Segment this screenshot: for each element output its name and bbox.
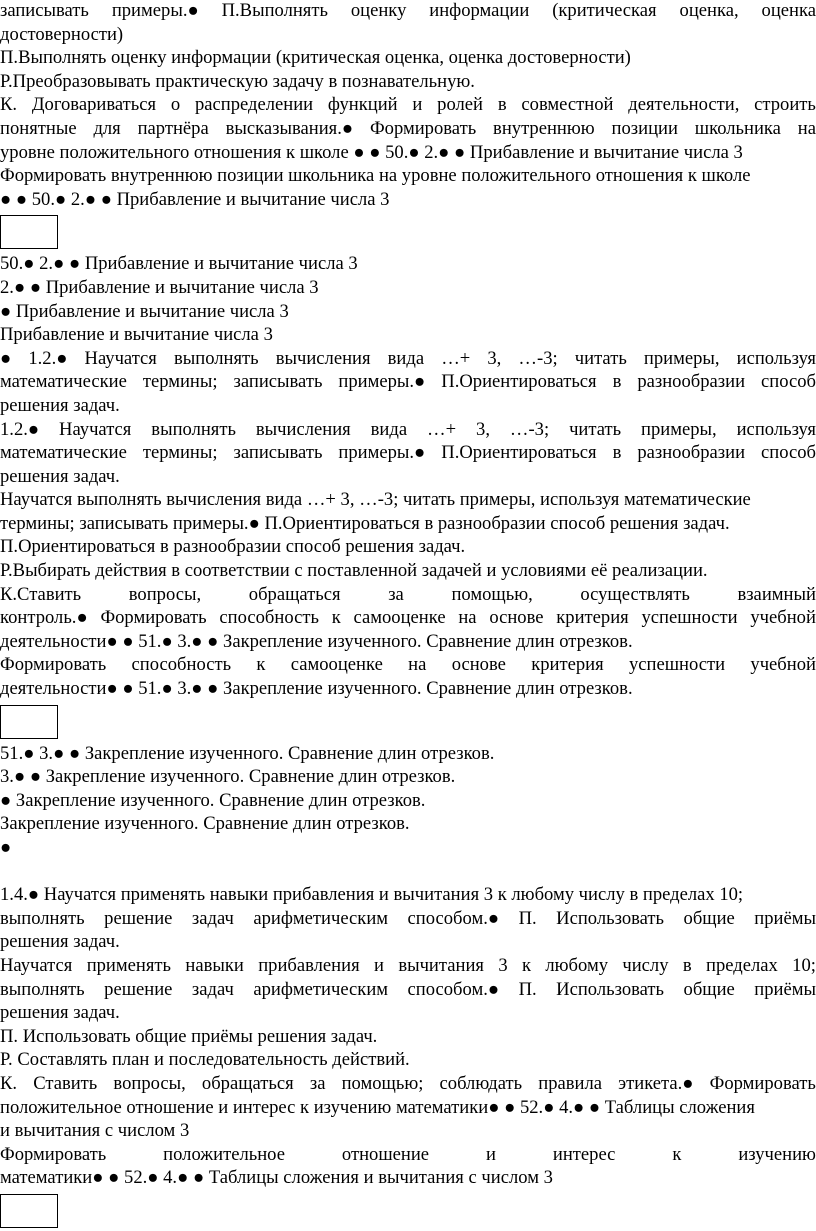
word: …+ bbox=[427, 418, 457, 440]
word: Ставить bbox=[33, 1072, 98, 1094]
word: выполнять bbox=[151, 418, 236, 440]
word: основе bbox=[489, 607, 544, 629]
word: записывать bbox=[233, 442, 323, 464]
word: общие bbox=[683, 907, 735, 929]
word: 1.2.● bbox=[0, 418, 40, 440]
word: осуществлять bbox=[580, 583, 690, 605]
word: на bbox=[797, 117, 816, 139]
word: основе bbox=[451, 654, 506, 676]
word: пределах bbox=[706, 954, 778, 976]
word: читать bbox=[569, 418, 622, 440]
word: распределении bbox=[194, 94, 314, 116]
word: школьника bbox=[694, 117, 781, 139]
word: К. bbox=[0, 1072, 18, 1094]
word: выполнять bbox=[0, 907, 85, 929]
word: и bbox=[412, 94, 423, 116]
word: в bbox=[612, 442, 622, 464]
word: (критическая bbox=[552, 0, 657, 21]
word: Формировать bbox=[0, 1143, 107, 1165]
word: П.Выполнять bbox=[221, 0, 328, 21]
word: арифметическим bbox=[253, 978, 389, 1000]
empty-box-row bbox=[0, 211, 816, 252]
word: вычисления bbox=[275, 347, 371, 369]
word: самооценке bbox=[290, 654, 383, 676]
word: примеры, bbox=[641, 418, 717, 440]
word: самооценке bbox=[353, 607, 446, 629]
text-line bbox=[0, 347, 816, 371]
text-line bbox=[0, 954, 816, 978]
word: положительное bbox=[163, 1143, 285, 1165]
word: К.Ставить bbox=[0, 583, 82, 605]
text-line: Р.Выбирать действия в соответствии с поставленной задачей и условиями её реализации. bbox=[0, 560, 708, 582]
text-line: П.Выполнять оценку информации (критическая оценка, оценка достоверности) bbox=[0, 47, 631, 69]
text-line: Закрепление изученного. Сравнение длин отрезков. bbox=[0, 813, 410, 835]
word: любому bbox=[545, 954, 609, 976]
word: примеры.● bbox=[111, 0, 199, 21]
word: примеры, bbox=[643, 347, 720, 369]
word: примеры.● bbox=[338, 442, 426, 464]
word: используя bbox=[736, 418, 816, 440]
text-line bbox=[0, 978, 816, 1002]
word: 3, bbox=[476, 418, 490, 440]
word: вопросы, bbox=[128, 583, 202, 605]
text-line: П.Ориентироваться в разнообразии способ решения задач. bbox=[0, 536, 466, 558]
word: обращаться bbox=[248, 583, 341, 605]
text-line: достоверности) bbox=[0, 23, 124, 45]
text-line bbox=[0, 117, 816, 141]
text-line: ● bbox=[0, 837, 12, 858]
text-line bbox=[0, 93, 816, 117]
word: на bbox=[408, 654, 427, 676]
text-line bbox=[0, 907, 816, 931]
word: …-3; bbox=[509, 418, 550, 440]
word: термины; bbox=[142, 442, 218, 464]
word: Формировать bbox=[0, 654, 107, 676]
text-line: 51.● 3.● ● Закрепление изученного. Сравнение длин отрезков. bbox=[0, 742, 495, 764]
word: выполнять bbox=[173, 347, 259, 369]
word: Договариваться bbox=[31, 94, 157, 116]
word: П. bbox=[518, 978, 537, 1000]
word: задач bbox=[191, 978, 234, 1000]
text-line bbox=[0, 418, 816, 442]
text-line: математики● ● 52.● 4.● ● Таблицы сложения и вычитания с числом 3 bbox=[0, 1167, 553, 1189]
text-line: 50.● 2.● ● Прибавление и вычитание числа 3 bbox=[0, 253, 358, 275]
word: изучению bbox=[738, 1143, 816, 1165]
word: партнёра bbox=[137, 117, 209, 139]
word: контроль.● bbox=[0, 607, 88, 629]
word: и bbox=[374, 954, 384, 976]
word: П.Ориентироваться bbox=[441, 371, 597, 393]
text-line bbox=[0, 583, 816, 607]
text-line: положительное отношение и интерес к изучению математики● ● 52.● 4.● ● Таблицы сложения bbox=[0, 1096, 755, 1118]
word: примеры.● bbox=[338, 371, 426, 393]
word: способ bbox=[761, 371, 816, 393]
word: помощью, bbox=[451, 583, 533, 605]
word: П.Ориентироваться bbox=[441, 442, 597, 464]
word: …+ bbox=[441, 347, 471, 369]
word: ролей bbox=[437, 94, 484, 116]
word: вопросы, bbox=[113, 1072, 186, 1094]
text-line: решения задач. bbox=[0, 931, 120, 953]
word: Научатся bbox=[84, 347, 157, 369]
word: навыки bbox=[185, 954, 244, 976]
word: арифметическим bbox=[253, 907, 389, 929]
word: разнообразии bbox=[637, 371, 746, 393]
word: решение bbox=[104, 978, 173, 1000]
text-line: решения задач. bbox=[0, 465, 120, 487]
word: способом.● bbox=[407, 907, 500, 929]
word: в bbox=[682, 954, 692, 976]
word: Формировать bbox=[100, 607, 207, 629]
word: способность bbox=[131, 654, 232, 676]
text-line: решения задач. bbox=[0, 1002, 120, 1024]
word: и bbox=[485, 1143, 496, 1165]
text-line: Р. Составлять план и последовательность действий. bbox=[0, 1049, 410, 1071]
word: к bbox=[331, 607, 341, 629]
word: Формировать bbox=[709, 1072, 816, 1094]
word: Использовать bbox=[556, 978, 665, 1000]
word: оценка bbox=[761, 0, 816, 21]
text-line: деятельности● ● 51.● 3.● ● Закрепление изученного. Сравнение длин отрезков. bbox=[0, 678, 633, 700]
text-line: Р.Преобразовывать практическую задачу в познавательную. bbox=[0, 70, 475, 92]
word: используя bbox=[736, 347, 816, 369]
word: 3, bbox=[487, 347, 502, 369]
word: Формировать bbox=[369, 117, 477, 139]
word: термины; bbox=[142, 371, 218, 393]
word: помощью; bbox=[341, 1072, 424, 1094]
word: 3 bbox=[498, 954, 508, 976]
word: применять bbox=[86, 954, 172, 976]
empty-box bbox=[0, 215, 58, 249]
word: учебной bbox=[750, 607, 816, 629]
text-line: ● Закрепление изученного. Сравнение длин отрезков. bbox=[0, 789, 426, 811]
word: приёмы bbox=[754, 978, 816, 1000]
word: к bbox=[672, 1143, 682, 1165]
word: вида bbox=[370, 418, 408, 440]
text-line: деятельности● ● 51.● 3.● ● Закрепление изученного. Сравнение длин отрезков. bbox=[0, 630, 633, 652]
word: критерия bbox=[556, 607, 629, 629]
word: критерия bbox=[531, 654, 604, 676]
text-line: 2.● ● Прибавление и вычитание числа 3 bbox=[0, 276, 319, 298]
text-line: Прибавление и вычитание числа 3 bbox=[0, 324, 273, 346]
text-line: 1.4.● Научатся применять навыки прибавления и вычитания 3 к любому числу в пределах 10; bbox=[0, 884, 744, 906]
word: соблюдать bbox=[439, 1072, 523, 1094]
word: решение bbox=[104, 907, 173, 929]
word: вида bbox=[387, 347, 425, 369]
word: для bbox=[93, 117, 121, 139]
word: оценка, bbox=[679, 0, 739, 21]
word: числу bbox=[622, 954, 669, 976]
word: этикета.● bbox=[618, 1072, 694, 1094]
word: за bbox=[388, 583, 404, 605]
word: читать bbox=[574, 347, 627, 369]
word: высказывания.● bbox=[225, 117, 354, 139]
text-line: ● ● 50.● 2.● ● Прибавление и вычитание числа 3 bbox=[0, 188, 390, 210]
word: разнообразии bbox=[637, 442, 746, 464]
empty-box bbox=[0, 1194, 58, 1228]
word: взаимный bbox=[737, 583, 816, 605]
text-line: и вычитания с числом 3 bbox=[0, 1120, 190, 1142]
word: 1.2.● bbox=[28, 347, 68, 369]
word: интерес bbox=[552, 1143, 616, 1165]
text-line bbox=[0, 653, 816, 677]
word: за bbox=[309, 1072, 326, 1094]
word: деятельности, bbox=[628, 94, 740, 116]
word: отношение bbox=[341, 1143, 430, 1165]
word: 10; bbox=[792, 954, 816, 976]
word: в bbox=[612, 371, 622, 393]
word: в bbox=[497, 94, 507, 116]
empty-box-row bbox=[0, 701, 816, 742]
text-line: решения задач. bbox=[0, 394, 120, 416]
word: внутреннюю bbox=[493, 117, 595, 139]
word: способом.● bbox=[407, 978, 500, 1000]
word: информации bbox=[429, 0, 530, 21]
word: о bbox=[170, 94, 181, 116]
word: строить bbox=[754, 94, 816, 116]
text-line: ● Прибавление и вычитание числа 3 bbox=[0, 300, 289, 322]
text-line: термины; записывать примеры.● П.Ориентироваться в разнообразии способ решения задач. bbox=[0, 512, 730, 534]
word: приёмы bbox=[754, 907, 816, 929]
word: Научатся bbox=[59, 418, 132, 440]
word: способ bbox=[761, 442, 816, 464]
text-line bbox=[0, 441, 816, 465]
word: Использовать bbox=[556, 907, 665, 929]
text-line bbox=[0, 1143, 816, 1167]
word: задач bbox=[191, 907, 234, 929]
word: оценку bbox=[350, 0, 407, 21]
text-line: уровне положительного отношения к школе ● ● 50.● 2.● ● Прибавление и вычитание числа 3 bbox=[0, 141, 743, 163]
word: Научатся bbox=[0, 954, 73, 976]
text-line bbox=[0, 606, 816, 630]
text-line: П. Использовать общие приёмы решения задач. bbox=[0, 1025, 378, 1047]
word: ● bbox=[0, 347, 12, 369]
word: способность bbox=[219, 607, 319, 629]
word: математические bbox=[0, 371, 127, 393]
word: функций bbox=[327, 94, 398, 116]
word: вычисления bbox=[255, 418, 351, 440]
word: понятные bbox=[0, 117, 77, 139]
word: учебной bbox=[750, 654, 816, 676]
blank-line bbox=[0, 860, 816, 884]
word: …-3; bbox=[518, 347, 558, 369]
word: П. bbox=[518, 907, 537, 929]
word: успешности bbox=[628, 654, 726, 676]
word: совместной bbox=[521, 94, 614, 116]
word: прибавления bbox=[258, 954, 360, 976]
word: правила bbox=[538, 1072, 603, 1094]
word: на bbox=[458, 607, 477, 629]
word: вычитания bbox=[398, 954, 484, 976]
word: записывать bbox=[233, 371, 323, 393]
word: общие bbox=[683, 978, 735, 1000]
word: записывать bbox=[0, 0, 89, 21]
word: математические bbox=[0, 442, 127, 464]
word: К. bbox=[0, 94, 18, 116]
text-line: Научатся выполнять вычисления вида …+ 3, …-3; читать примеры, используя математические bbox=[0, 489, 751, 511]
word: к bbox=[256, 654, 266, 676]
empty-box bbox=[0, 705, 58, 739]
word: к bbox=[521, 954, 532, 976]
word: успешности bbox=[641, 607, 738, 629]
text-line: 3.● ● Закрепление изученного. Сравнение длин отрезков. bbox=[0, 766, 456, 788]
word: выполнять bbox=[0, 978, 85, 1000]
text-line bbox=[0, 370, 816, 394]
word: обращаться bbox=[201, 1072, 294, 1094]
empty-box-row bbox=[0, 1190, 816, 1231]
word: позиции bbox=[611, 117, 678, 139]
text-line bbox=[0, 1072, 816, 1096]
text-line: Формировать внутреннюю позиции школьника на уровне положительного отношения к школе bbox=[0, 165, 751, 187]
text-line bbox=[0, 0, 816, 23]
